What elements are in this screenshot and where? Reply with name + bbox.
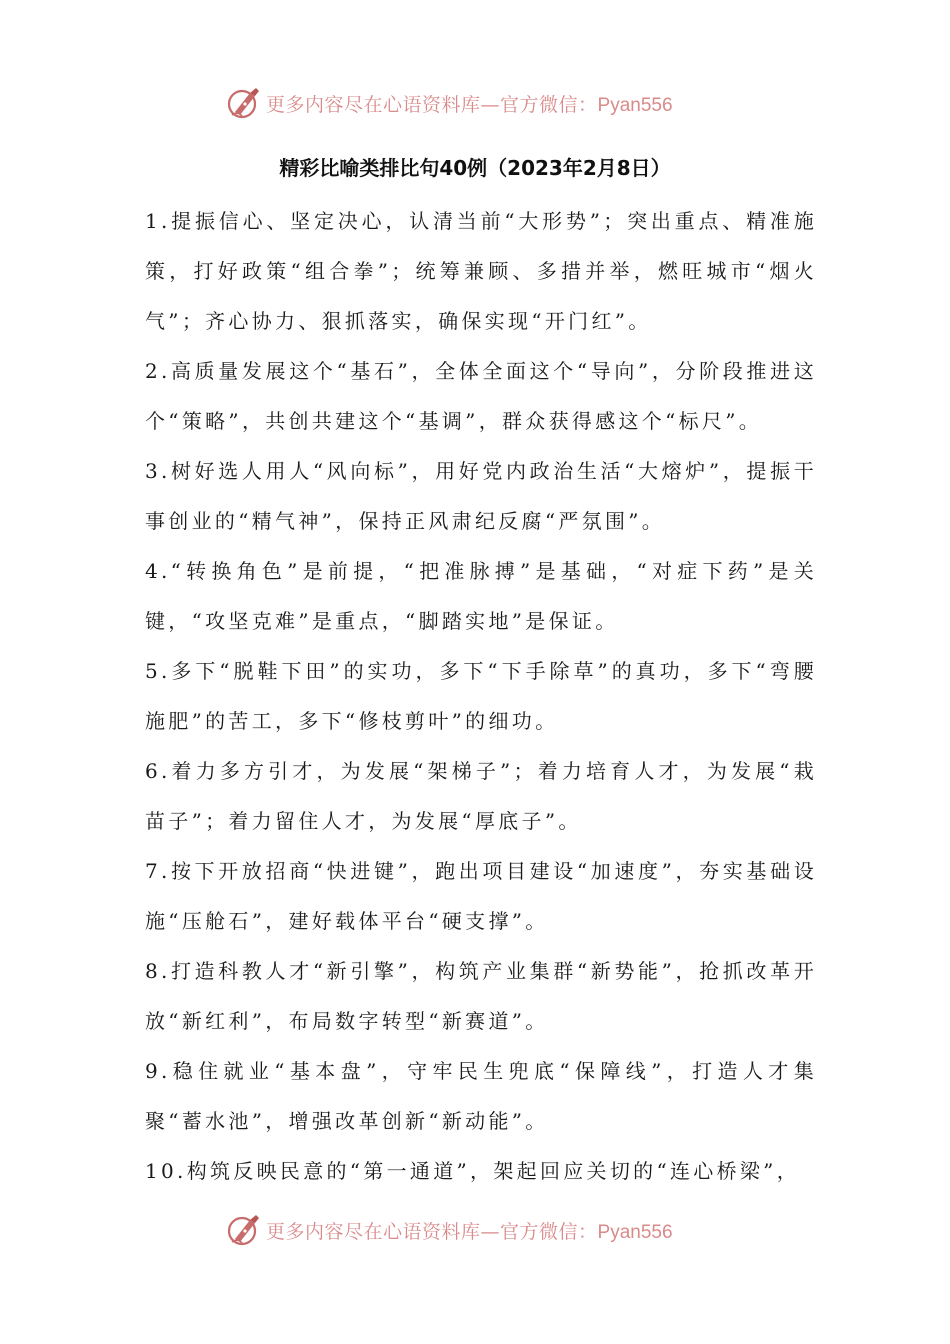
pen-nib-logo-icon: [226, 1212, 262, 1248]
banner-text: [266, 1217, 673, 1244]
list-item: 8.打造科教人才“新引擎”，构筑产业集群“新势能”，抢抓改革开放“新红利”，布局数字转型“新赛道”。: [145, 959, 817, 1033]
document-body: [145, 196, 817, 1196]
list-item: 3.树好选人用人“风向标”，用好党内政治生活“大熔炉”，提振干事创业的“精气神”，保持正风肃纪反腐“严氛围”。: [145, 459, 817, 533]
list-item: 7.按下开放招商“快进键”，跑出项目建设“加速度”，夯实基础设施“压舱石”，建好载体平台“硬支撑”。: [145, 859, 817, 933]
banner-promo-text: 更多内容尽在心语资料库—官方微信：: [266, 1220, 598, 1243]
list-item: 5.多下“脱鞋下田”的实功，多下“下手除草”的真功，多下“弯腰施肥”的苦工，多下“修枝剪叶”的细功。: [145, 659, 817, 733]
list-item: 9.稳住就业“基本盘”，守牢民生兜底“保障线”，打造人才集聚“蓄水池”，增强改革创新“新动能”。: [145, 1059, 817, 1133]
pen-nib-logo-icon: [226, 85, 262, 121]
banner-text: [266, 90, 673, 117]
header-banner: [226, 83, 726, 123]
footer-banner: [226, 1210, 726, 1250]
list-item: 1.提振信心、坚定决心，认清当前“大形势”；突出重点、精准施策，打好政策“组合拳”；统筹兼顾、多措并举，燃旺城市“烟火气”；齐心协力、狠抓落实，确保实现“开门红”。: [145, 209, 817, 333]
document-title: 精彩比喻类排比句40例（2023年2月8日）: [279, 156, 671, 180]
list-item: 4.“转换角色”是前提，“把准脉搏”是基础，“对症下药”是关键，“攻坚克难”是重点，“脚踏实地”是保证。: [145, 559, 817, 633]
list-item: 6.着力多方引才，为发展“架梯子”；着力培育人才，为发展“栽苗子”；着力留住人才，为发展“厚底子”。: [145, 759, 817, 833]
banner-wechat-id: Pyan556: [597, 94, 673, 116]
list-item: 2.高质量发展这个“基石”，全体全面这个“导向”，分阶段推进这个“策略”，共创共建这个“基调”，群众获得感这个“标尺”。: [145, 359, 817, 433]
banner-wechat-id: Pyan556: [597, 1221, 673, 1243]
list-item: 10.构筑反映民意的“第一通道”，架起回应关切的“连心桥梁”，: [145, 1159, 801, 1183]
banner-promo-text: 更多内容尽在心语资料库—官方微信：: [266, 93, 598, 116]
